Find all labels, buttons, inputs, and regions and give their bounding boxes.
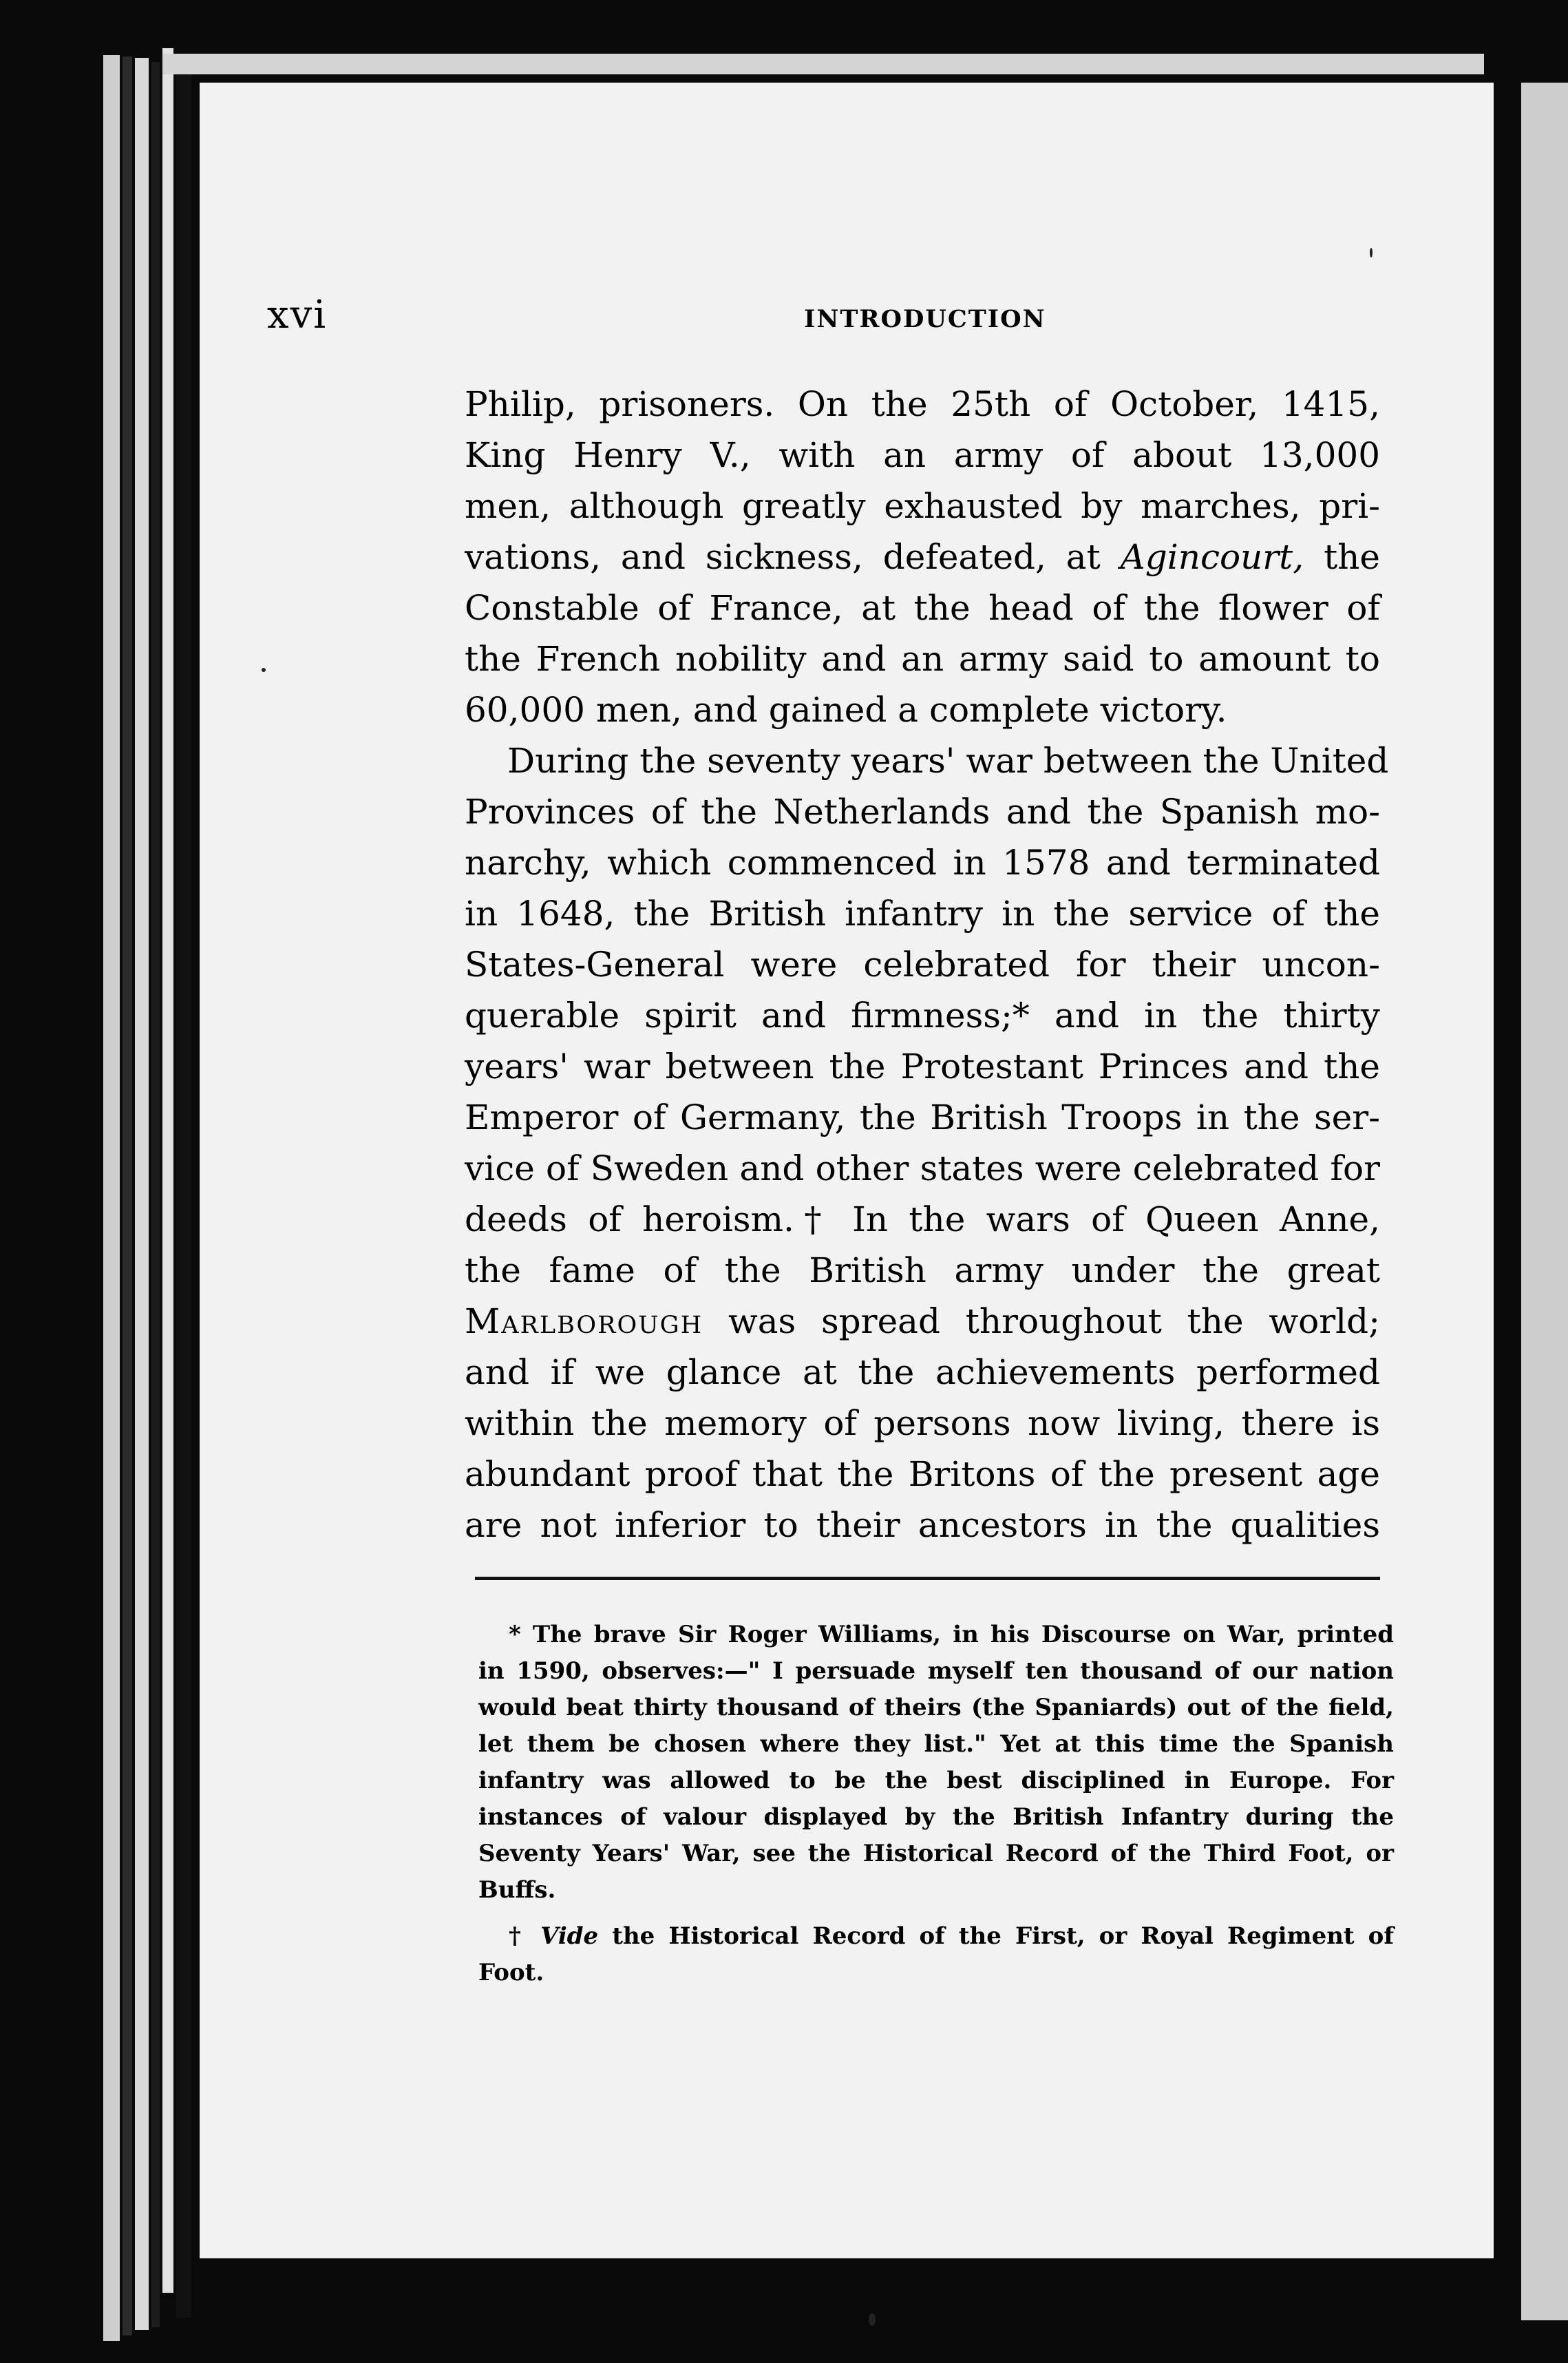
page-number: xvi: [267, 293, 328, 337]
text-line: years' war between the Protestant Princes and the: [465, 1047, 1380, 1086]
page-top-edge: [162, 54, 1484, 74]
text-line: in 1648, the British infantry in the service of the: [465, 894, 1380, 934]
text-line: King Henry V., with an army of about 13,000: [465, 435, 1380, 475]
footnotes: [478, 1617, 1394, 1991]
text-line: vice of Sweden and other states were celebrated for: [465, 1148, 1380, 1188]
text-line: narchy, which commenced in 1578 and terminated: [465, 843, 1380, 883]
page-edge: [162, 48, 173, 2293]
text-line: deeds of heroism.† In the wars of Queen Anne,: [465, 1199, 1380, 1239]
text-line: abundant proof that the Britons of the present age: [465, 1454, 1380, 1494]
footnote-line: in 1590, observes:—" I persuade myself ten thousand of our nation: [478, 1657, 1394, 1685]
text-line: [465, 532, 1380, 582]
text-line: [465, 1296, 1380, 1347]
text-fragment: vations, and sickness, defeated, at: [465, 537, 1101, 577]
text-line: within the memory of persons now living, there is: [465, 1403, 1380, 1443]
text-fragment: the: [1324, 537, 1380, 577]
text-line: During the seventy years' war between the United: [507, 741, 1389, 781]
text-line: the fame of the British army under the great: [465, 1250, 1380, 1290]
footnote-rule: [475, 1577, 1380, 1580]
text-line: Philip, prisoners. On the 25th of October, 1415,: [465, 384, 1380, 424]
footnote-line: Buffs.: [478, 1876, 556, 1904]
footnote-line: [478, 1918, 1394, 1955]
text-line: querable spirit and firmness;* and in the thirty: [465, 996, 1380, 1036]
page-edge: [123, 56, 132, 2335]
text-line: the French nobility and an army said to amount to: [465, 639, 1380, 679]
text-line: and if we glance at the achievements performed: [465, 1352, 1380, 1392]
body-text: [465, 379, 1389, 1551]
page-edge: [151, 62, 160, 2327]
page-edge: [103, 55, 120, 2341]
text-line: States-General were celebrated for their uncon-: [465, 945, 1380, 985]
footnote-gap: [478, 1909, 1394, 1918]
footnote-line: infantry was allowed to be the best disciplined in Europe. For: [478, 1767, 1394, 1794]
page-edge: [135, 58, 149, 2330]
page-header: [267, 293, 1382, 355]
footnote-line: instances of valour displayed by the British Infantry during the: [478, 1803, 1394, 1831]
dagger-mark: †: [509, 1922, 527, 1950]
place-name: Agincourt,: [1120, 537, 1304, 577]
text-line: Provinces of the Netherlands and the Spanish mo-: [465, 792, 1380, 832]
scan-speck: [1370, 248, 1373, 258]
footnote-line: * The brave Sir Roger Williams, in his Discourse on War, printed: [509, 1621, 1394, 1648]
text-line: Constable of France, at the head of the flower of: [465, 588, 1380, 628]
scan-speck: [262, 668, 266, 672]
text-fragment: was spread throughout the world;: [728, 1301, 1380, 1341]
text-line: Emperor of Germany, the British Troops in the ser-: [465, 1098, 1380, 1137]
running-head: INTRODUCTION: [804, 305, 1046, 333]
facing-page-edge: [1521, 83, 1568, 2320]
text-line: men, although greatly exhausted by marches, pri-: [465, 486, 1380, 526]
text-fragment: the Historical Record of the First, or Royal Regiment of: [612, 1922, 1394, 1950]
proper-name: Marlborough: [465, 1301, 703, 1341]
footnote-line: Foot.: [478, 1959, 544, 1986]
page-edge: [176, 66, 191, 2318]
footnote-line: would beat thirty thousand of theirs (the Spaniards) out of the field,: [478, 1694, 1394, 1721]
footnote-line: let them be chosen where they list." Yet at this time the Spanish: [478, 1730, 1394, 1758]
footnote-line: Seventy Years' War, see the Historical Record of the Third Foot, or: [478, 1840, 1394, 1867]
text-line: are not inferior to their ancestors in the qualities: [465, 1505, 1380, 1545]
vide-word: Vide: [540, 1922, 599, 1950]
text-line: 60,000 men, and gained a complete victory.: [465, 690, 1227, 730]
scan-speck: [869, 2313, 876, 2326]
